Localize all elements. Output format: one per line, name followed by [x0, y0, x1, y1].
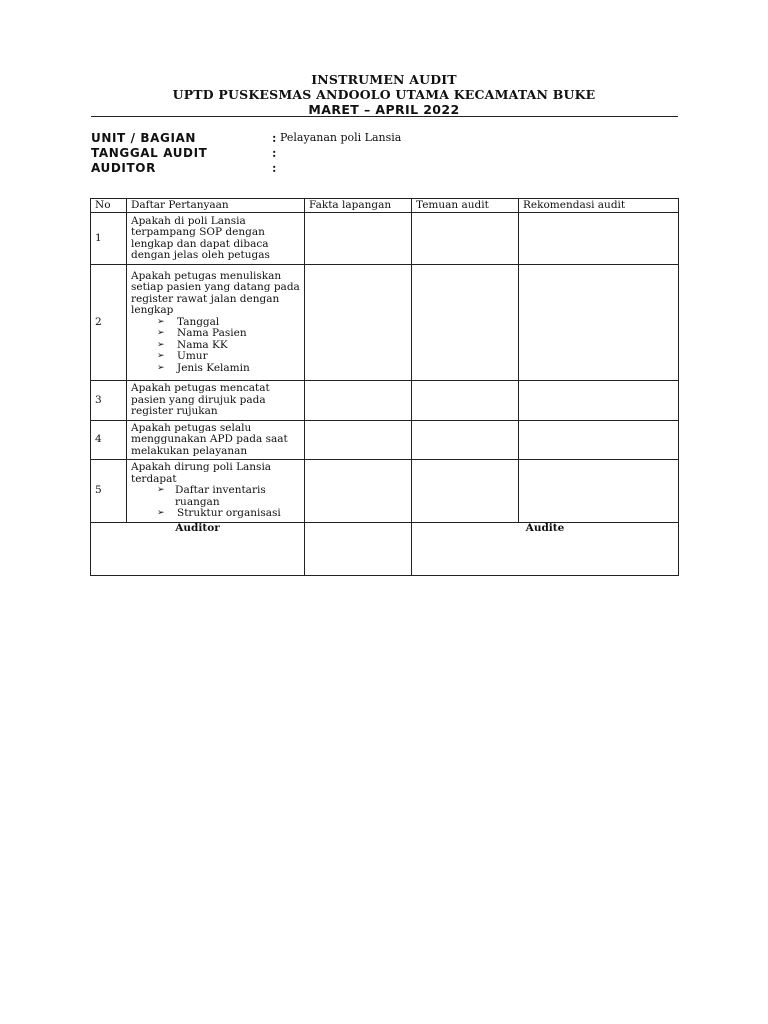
- question-text: Apakah petugas menuliskan setiap pasien yang datang pada register rawat jalan dengan lengkap: [131, 269, 300, 317]
- fact-cell: [305, 381, 412, 421]
- recommendation-cell: [519, 381, 679, 421]
- row-number: 2: [91, 265, 127, 381]
- question-text: Apakah dirung poli Lansia terdapat: [131, 461, 272, 485]
- meta-colon: :: [272, 160, 277, 175]
- signature-row: [91, 523, 679, 576]
- signature-blank-cell: [305, 523, 412, 576]
- fact-cell: [305, 265, 412, 381]
- question-text: Apakah di poli Lansia terpampang SOP dengan lengkap dan dapat dibaca dengan jelas oleh petugas: [131, 214, 270, 261]
- arrow-bullet-icon: ➢: [157, 316, 165, 327]
- col-header-question: Daftar Pertanyaan: [127, 199, 305, 213]
- finding-cell: [412, 421, 519, 460]
- document-title: INSTRUMEN AUDIT: [311, 72, 457, 87]
- col-header-finding: Temuan audit: [412, 199, 519, 213]
- arrow-bullet-icon: ➢: [157, 362, 165, 373]
- meta-unit: [91, 130, 401, 145]
- arrow-bullet-icon: ➢: [157, 485, 165, 496]
- row-number: 1: [91, 213, 127, 265]
- meta-value: Pelayanan poli Lansia: [280, 131, 402, 144]
- row-number: 4: [91, 421, 127, 460]
- finding-cell: [412, 460, 519, 523]
- meta-label: AUDITOR: [91, 160, 156, 175]
- audit-period: MARET – APRIL 2022: [308, 102, 460, 117]
- question-text: Apakah petugas mencatat pasien yang dirujuk pada register rujukan: [131, 382, 270, 418]
- auditee-signature-cell: [412, 523, 679, 576]
- col-header-fact: Fakta lapangan: [305, 199, 412, 213]
- col-header-recommendation: Rekomendasi audit: [519, 199, 679, 213]
- checklist-item-text: Nama Pasien: [177, 327, 247, 340]
- recommendation-cell: [519, 213, 679, 265]
- checklist-item-text: Jenis Kelamin: [177, 361, 250, 374]
- header-divider: [91, 116, 678, 117]
- table-row: [91, 381, 679, 421]
- question-text: Apakah petugas selalu menggunakan APD pada saat melakukan pelayanan: [131, 421, 288, 457]
- row-number: 3: [91, 381, 127, 421]
- table-row: [91, 213, 679, 265]
- checklist-item: [157, 363, 300, 375]
- meta-colon: :: [272, 130, 277, 145]
- table-header-row: [91, 199, 679, 213]
- meta-label: UNIT / BAGIAN: [91, 130, 197, 145]
- recommendation-cell: [519, 421, 679, 460]
- audit-table: [90, 198, 679, 576]
- auditor-label: Auditor: [175, 522, 220, 534]
- checklist-item-text: Daftar inventaris ruangan: [175, 484, 266, 508]
- checklist-item-text: Nama KK: [177, 338, 228, 351]
- checklist-item-text: Tanggal: [177, 315, 220, 328]
- table-row: [91, 265, 679, 381]
- recommendation-cell: [519, 460, 679, 523]
- checklist-item-text: Struktur organisasi: [177, 507, 281, 520]
- checklist-item: [157, 508, 300, 520]
- fact-cell: [305, 421, 412, 460]
- checklist: [131, 317, 300, 375]
- finding-cell: [412, 265, 519, 381]
- recommendation-cell: [519, 265, 679, 381]
- finding-cell: [412, 381, 519, 421]
- question-cell: [127, 421, 305, 460]
- arrow-bullet-icon: ➢: [157, 351, 165, 362]
- arrow-bullet-icon: ➢: [157, 508, 165, 519]
- document-header: [0, 72, 768, 118]
- meta-colon: :: [272, 145, 277, 160]
- table-row: [91, 460, 679, 523]
- question-cell: [127, 213, 305, 265]
- finding-cell: [412, 213, 519, 265]
- meta-label: TANGGAL AUDIT: [91, 145, 208, 160]
- audit-meta: [91, 130, 401, 175]
- question-cell: [127, 381, 305, 421]
- fact-cell: [305, 460, 412, 523]
- meta-date: [91, 145, 401, 160]
- question-cell: [127, 460, 305, 523]
- table-row: [91, 421, 679, 460]
- checklist: [131, 485, 300, 520]
- checklist-item-text: Umur: [177, 350, 208, 363]
- checklist-item: [157, 485, 300, 508]
- arrow-bullet-icon: ➢: [157, 339, 165, 350]
- meta-auditor: [91, 160, 401, 175]
- arrow-bullet-icon: ➢: [157, 328, 165, 339]
- auditor-signature-cell: [91, 523, 305, 576]
- row-number: 5: [91, 460, 127, 523]
- col-header-no: No: [91, 199, 127, 213]
- fact-cell: [305, 213, 412, 265]
- auditee-label: Audite: [525, 522, 565, 534]
- question-cell: [127, 265, 305, 381]
- institution-name: UPTD PUSKESMAS ANDOOLO UTAMA KECAMATAN BUKE: [172, 87, 596, 102]
